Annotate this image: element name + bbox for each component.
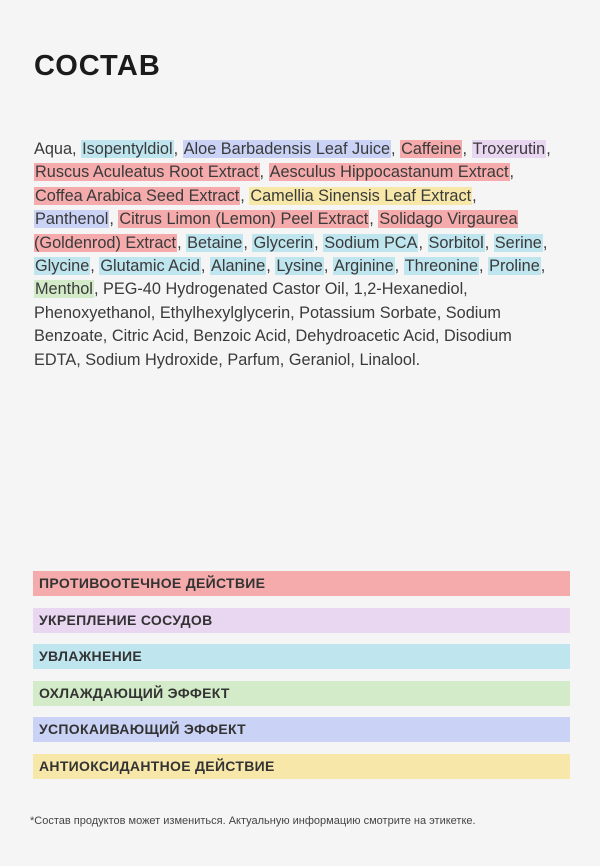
ingredient: Troxerutin: [472, 140, 546, 158]
legend-item-moisturizing: УВЛАЖНЕНИЕ: [33, 644, 570, 669]
ingredient: Camellia Sinensis Leaf Extract: [250, 186, 472, 205]
ingredient: Sorbitol: [428, 233, 484, 252]
ingredients-list: Aqua, Isopentyldiol, Aloe Barbadensis Leaf Juice, Caffeine, Troxerutin, Ruscus Aculeatus Root Extract, Aesculus Hippocastanum Extract, Coffea Arabica Seed Extract, Camellia Sinensis Leaf Extract, Panthenol, Citrus Limon (Lemon) Peel Extract, Solidago Virgaurea (Goldenrod) Extract, Betaine, Glycerin, Sodium PCA, Sorbitol, Serine, Glycine, Glutamic Acid, Alanine, Lysine, Arginine, Threonine, Proline, Menthol, PEG-40 Hydrogenated Castor Oil, 1,2-Hexanediol, Phenoxyethanol, Ethylhexylglycerin, Potassium Sorbate, Sodium Benzoate, Citric Acid, Benzoic Acid, Dehydroacetic Acid, Disodium EDTA, Sodium Hydroxide, Parfum, Geraniol, Linalool.: [34, 140, 551, 369]
ingredient: Alanine: [210, 257, 266, 276]
legend-item-cooling: ОХЛАЖДАЮЩИЙ ЭФФЕКТ: [33, 681, 570, 706]
ingredient: Coffea Arabica Seed Extract: [35, 186, 240, 205]
page-title: СОСТАВ: [34, 50, 161, 82]
ingredient: Aloe Barbadensis Leaf Juice: [183, 140, 391, 158]
ingredient: Aqua: [34, 140, 73, 158]
ingredient: Ruscus Aculeatus Root Extract: [35, 163, 259, 182]
ingredient: Menthol: [35, 280, 93, 299]
ingredient: Glutamic Acid: [100, 257, 200, 276]
ingredient: Betaine: [187, 233, 243, 252]
ingredient: Isopentyldiol: [82, 140, 173, 158]
ingredient: Arginine: [333, 257, 394, 276]
ingredient: Lysine: [276, 257, 323, 276]
legend-item-antioxidant: АНТИОКСИДАНТНОЕ ДЕЙСТВИЕ: [33, 754, 570, 779]
ingredient: Solidago Virgaurea (Goldenrod) Extract: [34, 210, 518, 252]
ingredient: Serine: [494, 233, 542, 252]
ingredient: Glycerin: [253, 233, 314, 252]
ingredient: Panthenol: [35, 210, 109, 229]
ingredient: Aesculus Hippocastanum Extract: [269, 163, 509, 182]
legend: [33, 571, 570, 790]
footnote: *Состав продуктов может измениться. Актуальную информацию смотрите на этикетке.: [30, 815, 476, 827]
ingredient: Glycine: [35, 257, 90, 276]
ingredient: Proline: [489, 257, 540, 276]
legend-item-vessels: УКРЕПЛЕНИЕ СОСУДОВ: [33, 608, 570, 633]
ingredient: PEG-40 Hydrogenated Castor Oil, 1,2-Hexanediol, Phenoxyethanol, Ethylhexylglycerin, Potassium Sorbate, Sodium Benzoate, Citric Acid, Benzoic Acid, Dehydroacetic Acid, Disodium EDTA, Sodium Hydroxide, Parfum, Geraniol, Linalool.: [34, 280, 512, 369]
ingredient: Threonine: [404, 257, 479, 276]
ingredient: Citrus Limon (Lemon) Peel Extract: [119, 210, 369, 229]
legend-item-antiedema: ПРОТИВООТЕЧНОЕ ДЕЙСТВИЕ: [33, 571, 570, 596]
legend-item-soothing: УСПОКАИВАЮЩИЙ ЭФФЕКТ: [33, 717, 570, 742]
ingredient: Sodium PCA: [324, 233, 418, 252]
ingredient: Caffeine: [401, 140, 462, 158]
